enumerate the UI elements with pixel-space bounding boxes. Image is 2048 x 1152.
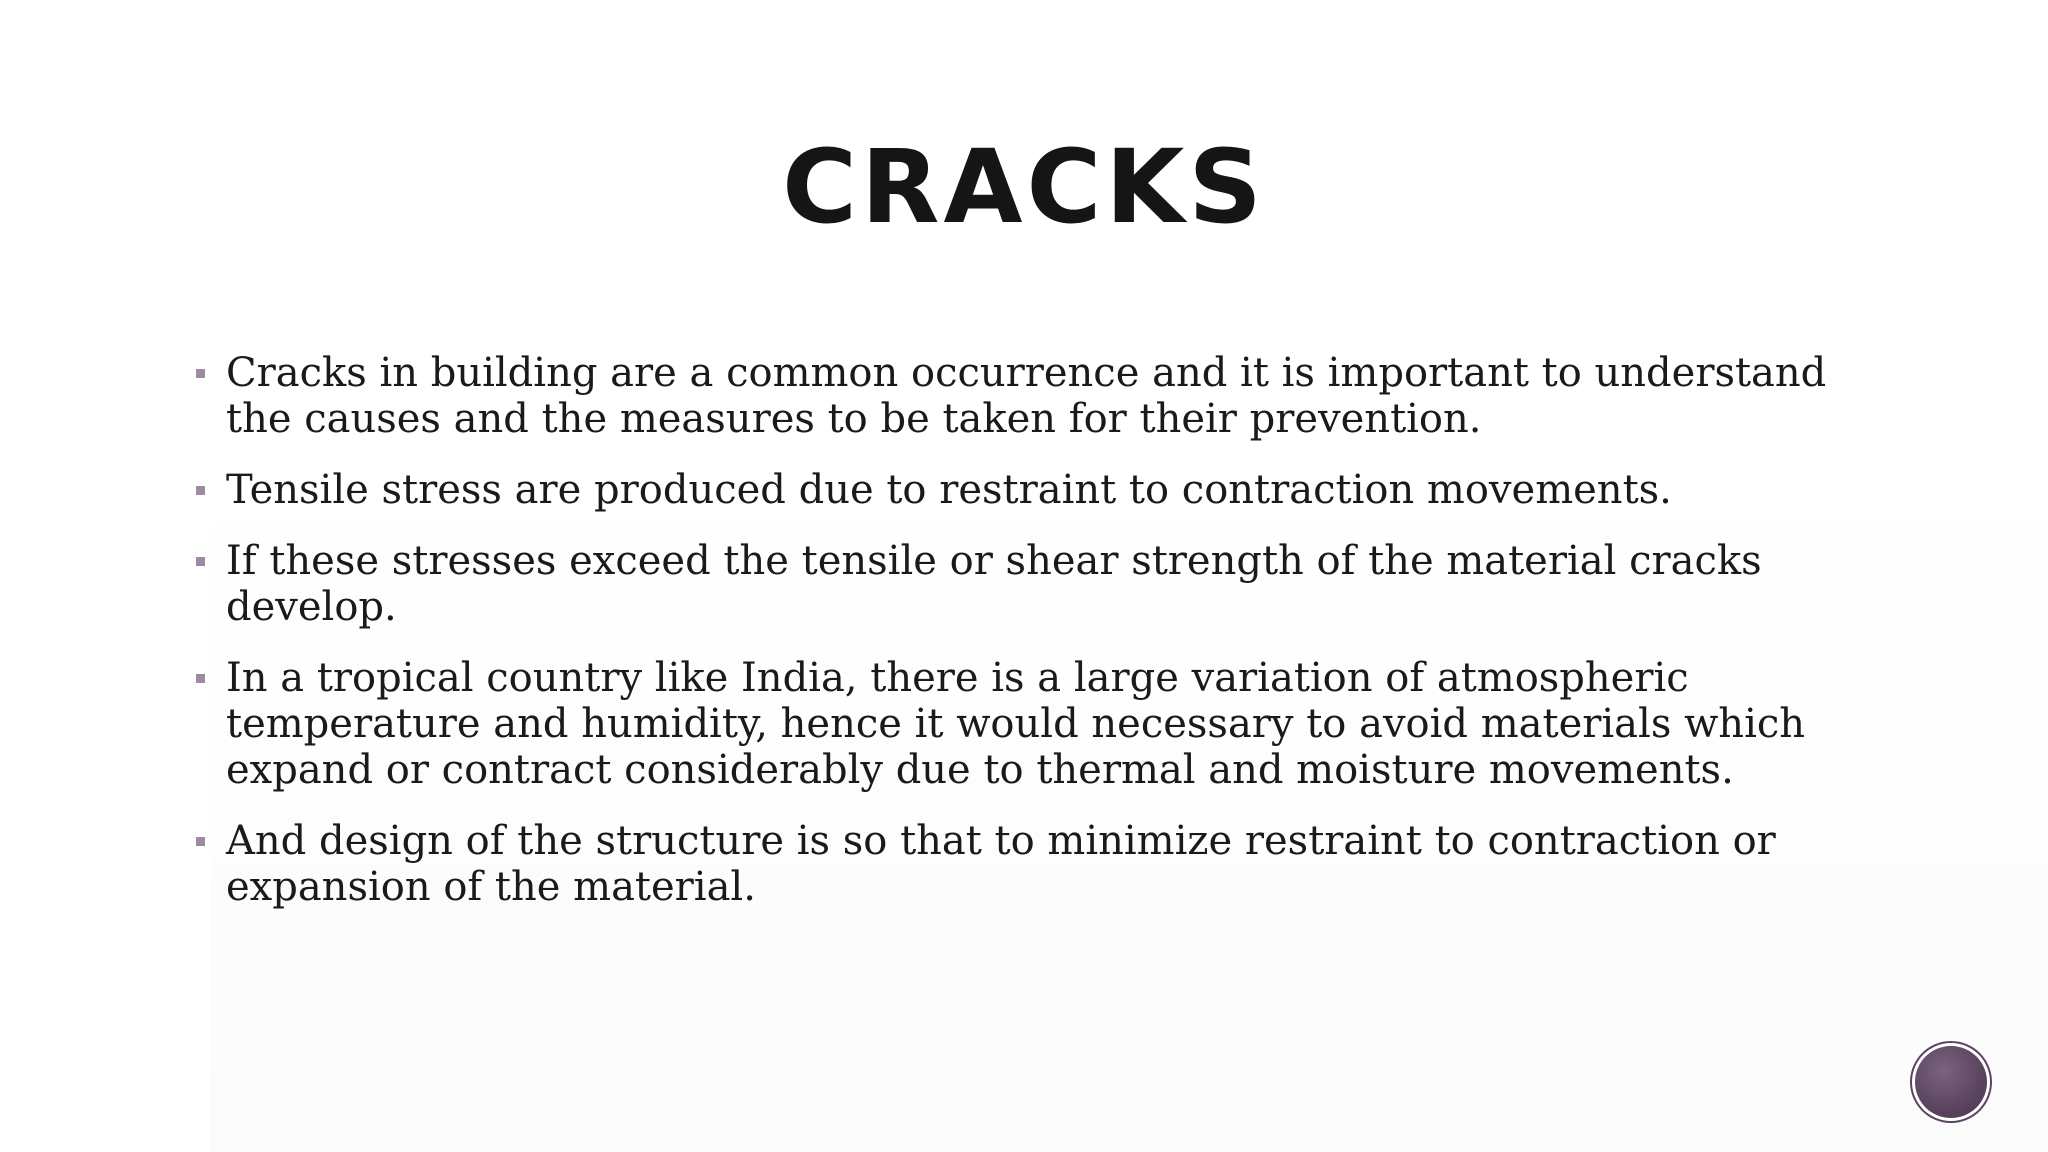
bullet-item — [196, 538, 1876, 630]
square-bullet-icon — [196, 557, 205, 566]
bullet-text: If these stresses exceed the tensile or shear strength of the material cracks develop. — [226, 538, 1762, 630]
square-bullet-icon — [196, 486, 205, 495]
circle-nav-icon[interactable] — [1915, 1046, 1987, 1118]
square-bullet-icon — [196, 837, 205, 846]
bullet-item — [196, 467, 1876, 513]
bullet-text: Cracks in building are a common occurrence and it is important to understand the causes and the measures to be taken for their prevention. — [226, 350, 1827, 442]
bullet-item — [196, 655, 1876, 793]
bullet-text: Tensile stress are produced due to restraint to contraction movements. — [226, 467, 1672, 513]
bullet-item — [196, 350, 1876, 442]
square-bullet-icon — [196, 674, 205, 683]
square-bullet-icon — [196, 369, 205, 378]
bullet-text: And design of the structure is so that to minimize restraint to contraction or expansion of the material. — [226, 818, 1776, 910]
bullet-list — [196, 350, 1876, 935]
bullet-text: In a tropical country like India, there is a large variation of atmospheric temperature and humidity, hence it would necessary to avoid materials which expand or contract considerably due to thermal and moisture movements. — [226, 655, 1806, 793]
bullet-item — [196, 818, 1876, 910]
slide-title: CRACKS — [782, 128, 1266, 247]
